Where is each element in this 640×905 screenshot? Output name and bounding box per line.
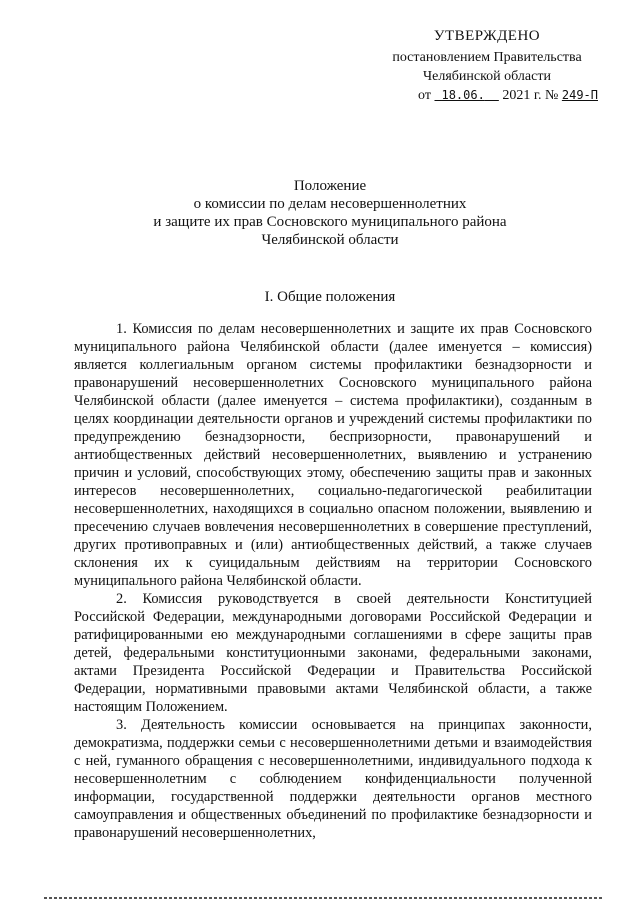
year-and-number-label: 2021 г. №: [502, 88, 559, 103]
date-stamp: 18.06.: [441, 88, 485, 102]
title-line: и защите их прав Сосновского муниципального района: [153, 214, 507, 230]
approval-line-resolution: постановлением Правительства: [392, 50, 582, 65]
document-body: [74, 320, 592, 842]
title-line: Положение: [293, 178, 367, 194]
document-title: [80, 177, 580, 249]
paragraph-2: 2. Комиссия руководствуется в своей деятельности Конституцией Российской Федерации, международными договорами Российской Федерации и ратифицированными ею международными соглашениями в сфере защиты прав детей, федеральными конституционными законами, федеральными законами, актами Президента Российской Федерации и Правительства Российской Федерации, нормативными правовыми актами Челябинской области, а также настоящим Положением.: [74, 591, 592, 715]
title-line: о комиссии по делам несовершеннолетних: [193, 196, 467, 212]
approval-title: УТВЕРЖДЕНО: [433, 28, 541, 44]
date-prefix: от: [418, 88, 431, 103]
approval-block: [376, 27, 598, 105]
paragraph-3: 3. Деятельность комиссии основывается на принципах законности, демократизма, поддержки семьи с несовершеннолетними детьми и взаимодействия с ней, гуманного обращения с несовершеннолетними, индивидуального подхода к несовершеннолетним с соблюдением конфиденциальности полученной информации, государственной поддержки деятельности органов местного самоуправления и общественных объединений по профилактике безнадзорности и правонарушений несовершеннолетних,: [74, 717, 592, 841]
number-field: [562, 88, 598, 103]
approval-line-region: Челябинской области: [423, 69, 551, 84]
section-heading: I. Общие положения: [264, 289, 396, 305]
approval-date-line: [376, 86, 598, 105]
date-field: [434, 88, 498, 103]
page-bottom-rule: [44, 897, 604, 899]
number-stamp: 249-П: [561, 88, 598, 102]
paragraph-1: 1. Комиссия по делам несовершеннолетних и защите их прав Сосновского муниципального района Челябинской области (далее именуется – комиссия) является коллегиальным органом системы профилактики безнадзорности и правонарушений несовершеннолетних Сосновского муниципального района Челябинской области (далее именуется – система профилактики), созданным в целях координации деятельности органов и учреждений системы профилактики по предупреждению безнадзорности, беспризорности, правонарушений и антиобщественных действий несовершеннолетних, выявлению и устранению причин и условий, способствующих этому, обеспечению защиты прав и законных интересов несовершеннолетних, социально-педагогической реабилитации несовершеннолетних, находящихся в социально опасном положении, выявлению и пресечению случаев вовлечения несовершеннолетних в совершение преступлений, других противоправных и (или) антиобщественных действий, а также случаев склонения их к суицидальным действиям на территории Сосновского муниципального района Челябинской области.: [74, 321, 592, 589]
title-line: Челябинской области: [261, 232, 399, 248]
